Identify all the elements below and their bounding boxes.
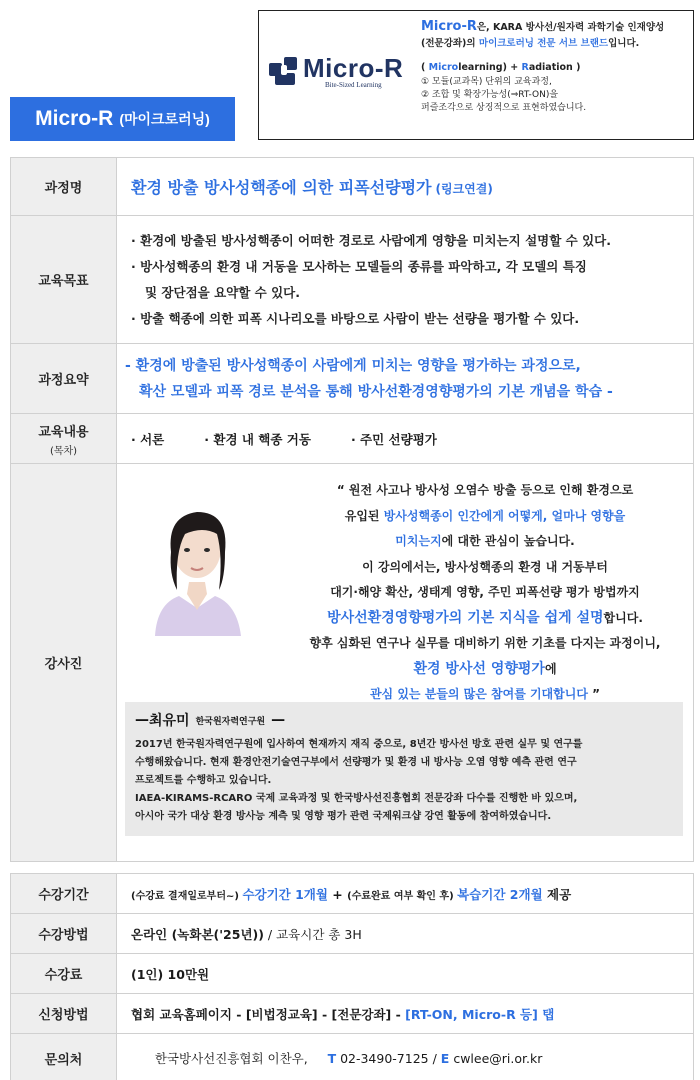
brand-badge xyxy=(10,97,235,141)
row-contents xyxy=(11,414,694,464)
logo-wordmark: Micro-R xyxy=(303,53,404,83)
summary-line-2: 확산 모델과 피폭 경로 분석을 통해 방사선환경영향평가의 기본 개념을 학습 - xyxy=(139,383,613,400)
row-goals xyxy=(11,216,694,344)
label-period: 수강기간 xyxy=(11,874,117,914)
label-course: 과정명 xyxy=(11,158,117,216)
course-title-link[interactable] xyxy=(131,178,493,197)
label-goals: 교육목표 xyxy=(11,216,117,344)
label-contents-sub: (목차) xyxy=(49,445,78,457)
instructor-quote xyxy=(275,478,695,708)
contact-value: 한국방사선진흥협회 이찬우, T 02-3490-7125 / E cwlee@ri.or.kr xyxy=(117,1034,694,1080)
goal-item-3: · 방출 핵종에 의한 피폭 시나리오를 바탕으로 사람이 받는 선량을 평가할 수 있다. xyxy=(131,310,580,326)
row-contact xyxy=(11,1034,694,1080)
row-method xyxy=(11,914,694,954)
brand-note-1: ① 모듈(교과목) 단위의 교육과정, xyxy=(421,77,552,87)
row-summary xyxy=(11,344,694,414)
brand-note-2: ② 조합 및 확장가능성(⇒RT-ON)을 xyxy=(421,90,559,100)
contents-item-2: · 환경 내 핵종 거동 xyxy=(204,431,311,447)
course-detail-table xyxy=(10,157,694,862)
instructor-bio-text: 2017년 한국원자력연구원에 입사하여 현재까지 재직 중으로, 8년간 방사선 방호 관련 실무 및 연구를 수행해왔습니다. 현재 환경안전기술연구부에서 선량평가 및 환경 내 방사능 오염 영향 예측 관련 연구 프로젝트를 수행하고 있습니다. IAEA-KIRAMS-RCARO 국제 교육과정 및 한국방사선진흥협회 전문강좌 다수를 진행한 바 있으며, 아시아 국가 대상 환경 방사능 계측 및 영향 평가 관련 국제워크샵 강연 활동에 참여하였습니다. xyxy=(135,739,583,822)
row-instructor xyxy=(11,464,694,862)
quote-line-7: 향후 심화된 연구나 실무를 대비하기 위한 기초를 다지는 과정이니, xyxy=(309,636,661,650)
goal-item-2: · 방사성핵종의 환경 내 거동을 모사하는 모델들의 종류를 파악하고, 각 모델의 특징 xyxy=(131,258,587,274)
course-link-text[interactable]: (링크연결) xyxy=(435,182,493,196)
label-contents: 교육내용 (목차) xyxy=(11,414,117,464)
quote-line-9: 관심 있는 분들의 많은 참여를 기대합니다 ” xyxy=(369,687,601,701)
enrollment-info-table xyxy=(10,873,694,1080)
label-contact: 문의처 xyxy=(11,1034,117,1080)
quote-line-5: 대기·해양 확산, 생태계 영향, 주민 피폭선량 평가 방법까지 xyxy=(330,585,640,599)
desc-line2-c: 입니다. xyxy=(608,38,640,49)
puzzle-icon xyxy=(269,57,299,87)
quote-line-4: 이 강의에서는, 방사성핵종의 환경 내 거동부터 xyxy=(362,559,608,574)
apply-value: 협회 교육홈페이지 - [비법정교육] - [전문강좌] - [RT-ON, Micro-R 등] 탭 xyxy=(117,994,694,1034)
instructor-bio xyxy=(125,702,683,836)
course-title-text[interactable]: 환경 방출 방사성핵종에 의한 피폭선량평가 xyxy=(131,178,432,197)
instructor-photo xyxy=(145,486,249,636)
micro-r-logo xyxy=(269,55,403,89)
summary-line-1: - 환경에 방출된 방사성핵종이 사람에게 미치는 영향을 평가하는 과정으로, xyxy=(125,357,581,374)
brand-info-box xyxy=(258,10,694,140)
quote-line-1: “ 원전 사고나 방사성 오염수 방출 등으로 인해 환경으로 xyxy=(336,483,634,497)
contact-phone: 02-3490-7125 xyxy=(336,1051,429,1066)
quote-line-8: 환경 방사선 영향평가에 xyxy=(413,660,557,677)
instructor-name-line: — 최유미 한국원자력연구원 — xyxy=(135,712,286,729)
goal-item-1: · 환경에 방출된 방사성핵종이 어떠한 경로로 사람에게 영향을 미치는지 설명할 수 있다. xyxy=(131,232,611,248)
label-method: 수강방법 xyxy=(11,914,117,954)
contents-item-1: · 서론 xyxy=(131,431,165,447)
quote-line-6: 방사선환경영향평가의 기본 지식을 쉽게 설명합니다. xyxy=(327,609,643,626)
desc-brand-name: Micro-R xyxy=(421,19,477,34)
instructor-org: 한국원자력연구원 xyxy=(195,716,266,727)
method-value: 온라인 (녹화본('25년)) / 교육시간 총 3H xyxy=(117,914,694,954)
badge-main-text: Micro-R xyxy=(35,107,114,130)
contact-email[interactable]: cwlee@ri.or.kr xyxy=(449,1051,543,1066)
instructor-name: 최유미 xyxy=(149,713,190,729)
row-period xyxy=(11,874,694,914)
badge-sub-text: (마이크로러닝) xyxy=(119,111,210,127)
label-fee: 수강료 xyxy=(11,954,117,994)
logo-tagline: Bite-Sized Learning xyxy=(325,81,382,89)
row-course-title xyxy=(11,158,694,216)
brand-note-3: 퍼즐조각으로 상징적으로 표현하였습니다. xyxy=(421,103,587,113)
row-apply xyxy=(11,994,694,1034)
quote-line-2: 유입된 방사성핵종이 인간에게 어떻게, 얼마나 영향을 xyxy=(344,508,626,523)
desc-line2-b: 마이크로러닝 전문 서브 브랜드 xyxy=(478,38,609,49)
fee-value: (1인) 10만원 xyxy=(117,954,694,994)
label-apply: 신청방법 xyxy=(11,994,117,1034)
brand-description xyxy=(421,19,691,115)
label-instructor: 강사진 xyxy=(11,464,117,862)
period-value: (수강료 결재일로부터~) 수강기간 1개월 + (수료완료 여부 확인 후) 복습기간 2개월 제공 xyxy=(117,874,694,914)
desc-line1: 은, KARA 방사선/원자력 과학기술 인재양성 xyxy=(476,22,665,33)
row-fee xyxy=(11,954,694,994)
label-summary: 과정요약 xyxy=(11,344,117,414)
desc-line2-a: (전문강좌)의 xyxy=(421,38,479,49)
contents-item-3: · 주민 선량평가 xyxy=(350,431,437,447)
goal-item-2-cont: 및 장단점을 요약할 수 있다. xyxy=(145,284,300,300)
quote-line-3: 미치는지에 대한 관심이 높습니다. xyxy=(395,534,575,548)
brand-formula: ( Microlearning) + Radiation ) xyxy=(421,62,581,73)
apply-tab-link[interactable]: [RT-ON, Micro-R 등] 탭 xyxy=(405,1006,555,1022)
